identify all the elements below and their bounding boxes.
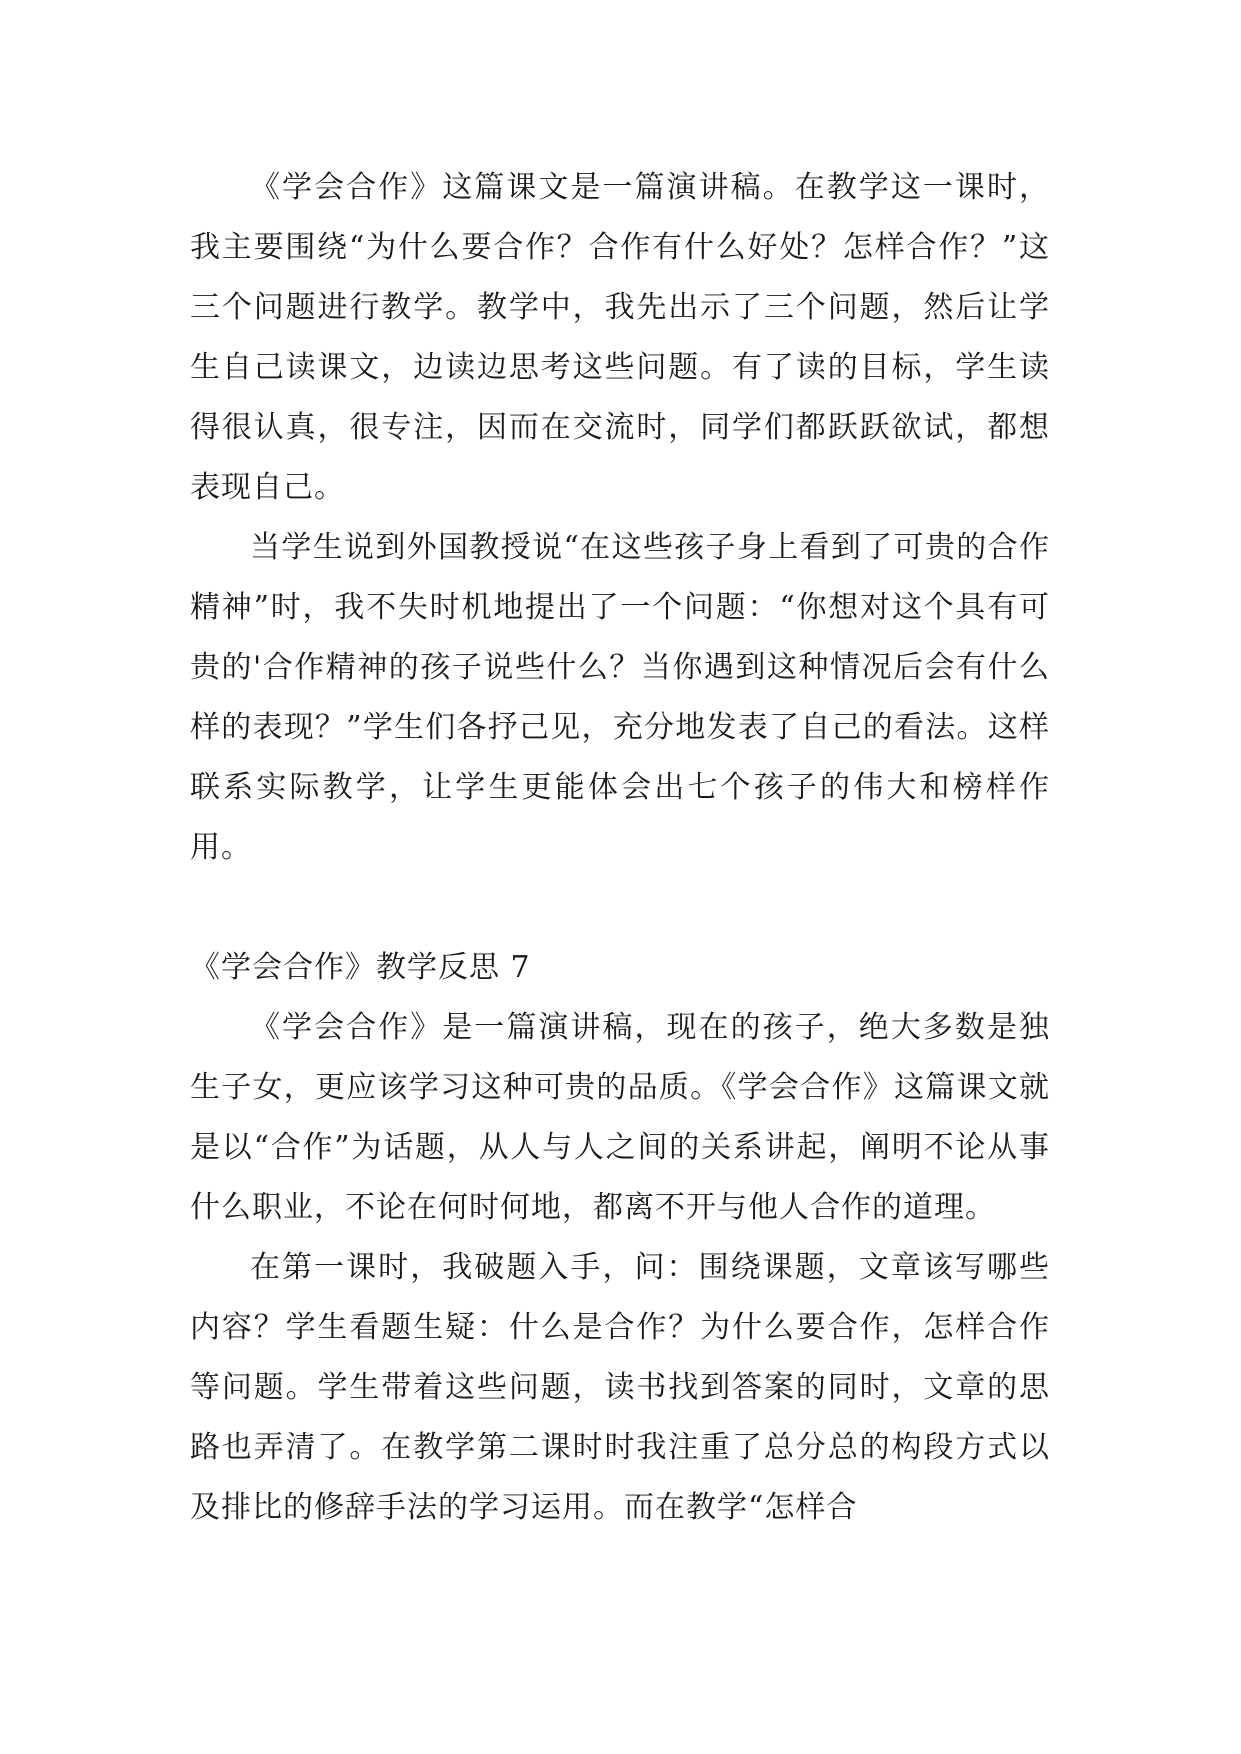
paragraph: 在第一课时，我破题入手，问：围绕课题，文章该写哪些内容？学生看题生疑：什么是合作？为什么要合作，怎样合作等问题。学生带着这些问题，读书找到答案的同时，文章的思路也弄清了。在教学第二课时时我注重了总分总的构段方式以及排比的修辞手法的学习运用。而在教学“怎样合 — [190, 1250, 1050, 1525]
paragraph: 当学生说到外国教授说“在这些孩子身上看到了可贵的合作精神”时，我不失时机地提出了一个问题：“你想对这个具有可贵的'合作精神的孩子说些什么？当你遇到这种情况后会有什么样的表现？”学生们各抒己见，充分地发表了自己的看法。这样联系实际教学，让学生更能体会出七个孩子的伟大和榜样作用。 — [190, 530, 1050, 865]
paragraph: 《学会合作》是一篇演讲稿，现在的孩子，绝大多数是独生子女，更应该学习这种可贵的品质。《学会合作》这篇课文就是以“合作”为话题，从人与人之间的关系讲起，阐明不论从事什么职业，不论在何时何地，都离不开与他人合作的道理。 — [190, 1010, 1050, 1225]
section-title: 《学会合作》教学反思 7 — [190, 950, 531, 985]
paragraph: 《学会合作》这篇课文是一篇演讲稿。在教学这一课时，我主要围绕“为什么要合作？合作有什么好处？怎样合作？”这三个问题进行教学。教学中，我先出示了三个问题，然后让学生自己读课文，边读边思考这些问题。有了读的目标，学生读得很认真，很专注，因而在交流时，同学们都跃跃欲试，都想表现自己。 — [190, 170, 1050, 505]
document-page — [190, 158, 1050, 1538]
